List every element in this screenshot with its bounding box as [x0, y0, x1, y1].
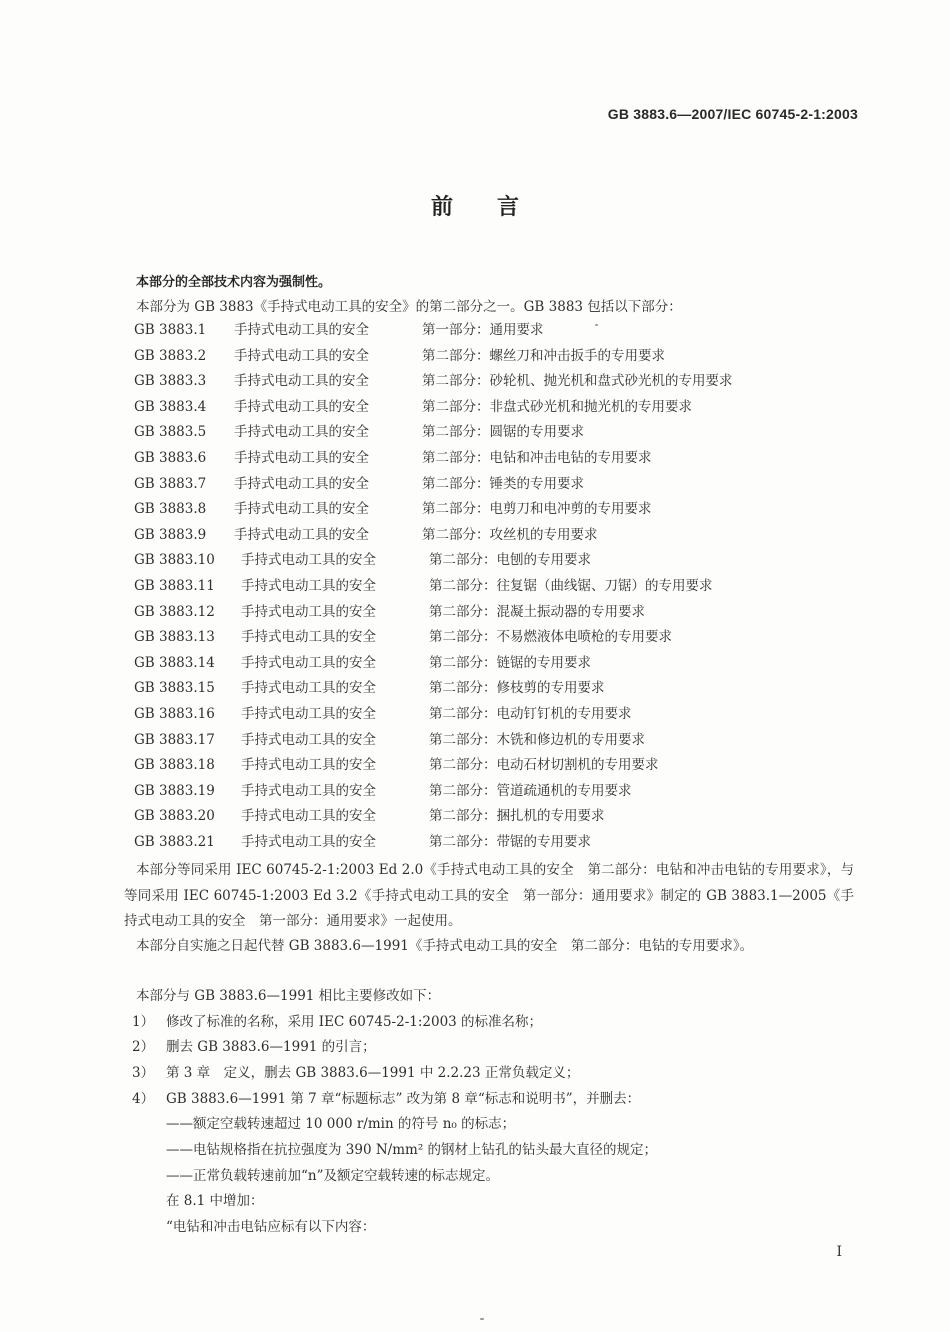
part-description: 第二部分：链锯的专用要求	[429, 654, 591, 671]
part-code: GB 3883.20	[134, 808, 215, 825]
change-text: 修改了标准的名称，采用 IEC 60745-2-1:2003 的标准名称；	[166, 1014, 543, 1030]
change-item	[132, 1037, 376, 1057]
part-code: GB 3883.2	[134, 347, 207, 364]
part-title: 手持式电动工具的安全	[234, 347, 369, 364]
part-title: 手持式电动工具的安全	[241, 705, 376, 722]
part-row	[134, 525, 733, 551]
part-title: 手持式电动工具的安全	[241, 552, 376, 569]
part-title: 手持式电动工具的安全	[241, 577, 376, 594]
parts-list	[134, 320, 733, 857]
part-description: 第二部分：锤类的专用要求	[422, 475, 584, 492]
part-row	[134, 602, 733, 628]
part-description: 第二部分：电动钉钉机的专用要求	[429, 705, 632, 722]
sub-item: ——正常负载转速前加“n”及额定空载转速的标志规定。	[166, 1168, 499, 1184]
part-row	[134, 346, 733, 372]
part-description: 第二部分：木铣和修边机的专用要求	[429, 731, 645, 748]
part-row	[134, 704, 733, 730]
part-title: 手持式电动工具的安全	[241, 782, 376, 799]
scan-speck	[595, 324, 598, 326]
part-row	[134, 678, 733, 704]
change-text: 删去 GB 3883.6—1991 的引言；	[166, 1039, 376, 1055]
part-code: GB 3883.5	[134, 424, 207, 441]
change-number: 1）	[132, 1014, 155, 1030]
change-item	[132, 1089, 640, 1109]
part-title: 手持式电动工具的安全	[234, 398, 369, 415]
part-code: GB 3883.16	[134, 705, 215, 722]
part-row	[134, 627, 733, 653]
part-row	[134, 781, 733, 807]
page-number: I	[836, 1244, 842, 1260]
part-row	[134, 397, 733, 423]
part-row	[134, 422, 733, 448]
part-description: 第二部分：非盘式砂光机和抛光机的专用要求	[422, 398, 692, 415]
change-number: 4）	[132, 1091, 155, 1107]
part-title: 手持式电动工具的安全	[234, 449, 369, 466]
part-title: 手持式电动工具的安全	[234, 501, 369, 518]
part-row	[134, 832, 733, 858]
part-title: 手持式电动工具的安全	[241, 757, 376, 774]
change-number: 2）	[132, 1039, 155, 1055]
replacement-paragraph: 本部分自实施之日起代替 GB 3883.6—1991《手持式电动工具的安全 第二部分：电钻的专用要求》。	[136, 938, 754, 954]
change-text: 第 3 章 定义，删去 GB 3883.6—1991 中 2.2.23 正常负载定义；	[166, 1065, 580, 1081]
part-code: GB 3883.10	[134, 552, 215, 569]
part-code: GB 3883.11	[134, 577, 215, 594]
part-code: GB 3883.12	[134, 603, 215, 620]
part-title: 手持式电动工具的安全	[241, 731, 376, 748]
part-description: 第一部分：通用要求	[422, 322, 544, 338]
part-row	[134, 320, 733, 346]
adoption-paragraph: 本部分等同采用 IEC 60745-2-1:2003 Ed 2.0《手持式电动工具的安全 第二部分：电钻和冲击电钻的专用要求》，与等同采用 IEC 60745-1:2003 Ed 3.2《手持式电动工具的安全 第一部分：通用要求》制定的 GB 3883.1—2005《手持式电动工具的安全 第一部分：通用要求》一起使用。	[124, 862, 854, 929]
part-code: GB 3883.15	[134, 680, 215, 697]
part-row	[134, 499, 733, 525]
scan-speck	[480, 1318, 484, 1320]
standard-code: GB 3883.6—2007/IEC 60745-2-1:2003	[607, 106, 858, 122]
part-row	[134, 371, 733, 397]
part-code: GB 3883.1	[134, 322, 207, 338]
part-row	[134, 448, 733, 474]
sub-item: “电钻和冲击电钻应标有以下内容：	[166, 1219, 376, 1235]
part-code: GB 3883.6	[134, 449, 207, 466]
part-description: 第二部分：螺丝刀和冲击扳手的专用要求	[422, 347, 665, 364]
page-title: 前言	[430, 195, 563, 220]
part-description: 第二部分：管道疏通机的专用要求	[429, 782, 632, 799]
part-description: 第二部分：电刨的专用要求	[429, 552, 591, 569]
part-description: 第二部分：电钻和冲击电钻的专用要求	[422, 449, 652, 466]
change-item	[132, 1012, 542, 1032]
part-row	[134, 474, 733, 500]
part-title: 手持式电动工具的安全	[234, 373, 369, 390]
part-description: 第二部分：电剪刀和电冲剪的专用要求	[422, 501, 652, 518]
part-description: 第二部分：攻丝机的专用要求	[422, 526, 598, 543]
part-title: 手持式电动工具的安全	[241, 654, 376, 671]
part-title: 手持式电动工具的安全	[234, 424, 369, 441]
part-row	[134, 550, 733, 576]
change-item	[132, 1063, 579, 1083]
part-title: 手持式电动工具的安全	[234, 526, 369, 543]
mandatory-note: 本部分的全部技术内容为强制性。	[136, 275, 332, 290]
part-row	[134, 806, 733, 832]
part-title: 手持式电动工具的安全	[241, 808, 376, 825]
part-row	[134, 653, 733, 679]
change-text: GB 3883.6—1991 第 7 章“标题标志” 改为第 8 章“标志和说明书”，并删去：	[166, 1091, 641, 1107]
part-description: 第二部分：不易燃液体电喷枪的专用要求	[429, 629, 672, 646]
part-row	[134, 755, 733, 781]
part-code: GB 3883.4	[134, 398, 207, 415]
part-description: 第二部分：修枝剪的专用要求	[429, 680, 605, 697]
intro-paragraph: 本部分为 GB 3883《手持式电动工具的安全》的第二部分之一。GB 3883 包括以下部分：	[136, 299, 682, 315]
part-code: GB 3883.3	[134, 373, 207, 390]
sub-item: ——电钻规格指在抗拉强度为 390 N/mm² 的钢材上钻孔的钻头最大直径的规定；	[166, 1142, 658, 1158]
part-title: 手持式电动工具的安全	[234, 475, 369, 492]
part-description: 第二部分：砂轮机、抛光机和盘式砂光机的专用要求	[422, 373, 733, 390]
part-code: GB 3883.18	[134, 757, 215, 774]
change-number: 3）	[132, 1065, 155, 1081]
part-description: 第二部分：混凝土振动器的专用要求	[429, 603, 645, 620]
part-code: GB 3883.13	[134, 629, 215, 646]
part-title: 手持式电动工具的安全	[241, 629, 376, 646]
changes-intro: 本部分与 GB 3883.6—1991 相比主要修改如下：	[136, 988, 441, 1004]
part-description: 第二部分：往复锯（曲线锯、刀锯）的专用要求	[429, 577, 713, 594]
part-title: 手持式电动工具的安全	[241, 833, 376, 850]
part-title: 手持式电动工具的安全	[234, 322, 369, 338]
part-code: GB 3883.7	[134, 475, 207, 492]
part-title: 手持式电动工具的安全	[241, 603, 376, 620]
part-row	[134, 730, 733, 756]
part-code: GB 3883.14	[134, 654, 215, 671]
sub-item: ——额定空载转速超过 10 000 r/min 的符号 n₀ 的标志；	[166, 1116, 516, 1132]
part-title: 手持式电动工具的安全	[241, 680, 376, 697]
part-description: 第二部分：电动石材切割机的专用要求	[429, 757, 659, 774]
part-description: 第二部分：圆锯的专用要求	[422, 424, 584, 441]
part-description: 第二部分：捆扎机的专用要求	[429, 808, 605, 825]
sub-item: 在 8.1 中增加：	[166, 1193, 264, 1209]
part-code: GB 3883.17	[134, 731, 215, 748]
part-code: GB 3883.19	[134, 782, 215, 799]
part-row	[134, 576, 733, 602]
part-code: GB 3883.21	[134, 833, 215, 850]
part-description: 第二部分：带锯的专用要求	[429, 833, 591, 850]
part-code: GB 3883.8	[134, 501, 207, 518]
part-code: GB 3883.9	[134, 526, 207, 543]
